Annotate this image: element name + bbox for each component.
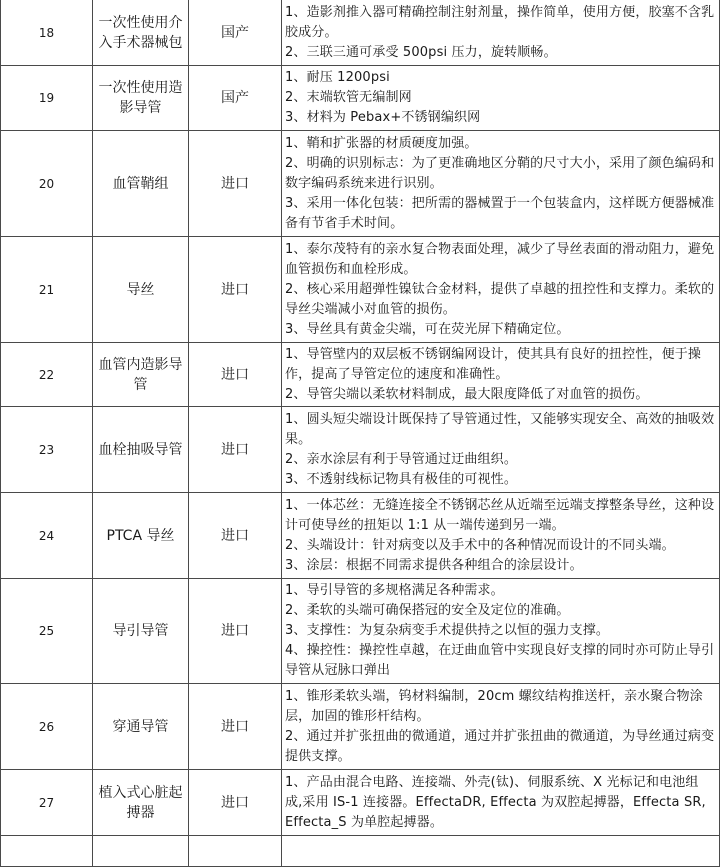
product-features <box>282 579 720 684</box>
row-number: 24 <box>1 493 93 579</box>
product-features <box>282 493 720 579</box>
table-row <box>1 131 720 237</box>
product-origin: 进口 <box>189 407 282 493</box>
feature-line: 4、操控性：操控性卓越，在迂曲血管中实现良好支撑的同时亦可防止导引导管从冠脉口弹出 <box>285 643 715 678</box>
product-features <box>282 131 720 237</box>
product-name: 血管鞘组 <box>93 131 189 237</box>
feature-line: 1、泰尔茂特有的亲水复合物表面处理，减少了导丝表面的滑动阻力，避免血管损伤和血栓形成。 <box>285 241 715 277</box>
empty-cell <box>93 836 189 867</box>
empty-cell <box>189 836 282 867</box>
feature-line: 1、造影剂推入器可精确控制注射剂量，操作简单，使用方便，胶塞不含乳胶成分。 <box>285 4 715 40</box>
product-features <box>282 66 720 131</box>
product-origin: 进口 <box>189 579 282 684</box>
feature-line: 2、末端软管无编制网 <box>285 90 412 105</box>
table-row-partial <box>1 836 720 867</box>
row-number: 27 <box>1 770 93 836</box>
product-name: 导丝 <box>93 237 189 343</box>
feature-line: 3、采用一体化包装：把所需的器械置于一个包装盒内，这样既方便器械准备有节省手术时间。 <box>285 195 715 231</box>
feature-line: 1、导引导管的多规格满足各种需求。 <box>285 583 504 598</box>
table-row <box>1 684 720 770</box>
product-name: PTCA 导丝 <box>93 493 189 579</box>
table-row <box>1 770 720 836</box>
empty-cell <box>1 836 93 867</box>
row-number: 20 <box>1 131 93 237</box>
feature-line: 3、不透射线标记物具有极佳的可视性。 <box>285 471 517 487</box>
table-row <box>1 493 720 579</box>
table-row <box>1 0 720 66</box>
table-row <box>1 343 720 407</box>
feature-line: 1、导管壁内的双层板不锈钢编网设计，使其具有良好的扭控性，便于操作，提高了导管定位的速度和准确性。 <box>285 346 702 382</box>
product-origin: 进口 <box>189 493 282 579</box>
table-row <box>1 237 720 343</box>
feature-line: 2、头端设计：针对病变以及手术中的各种情况而设计的不同头端。 <box>285 537 675 553</box>
feature-line: 1、鞘和扩张器的材质硬度加强。 <box>285 135 478 151</box>
product-origin: 国产 <box>189 0 282 66</box>
row-number: 18 <box>1 0 93 66</box>
feature-line: 1、一体芯丝：无缝连接全不锈钢芯丝从近端至远端支撑整条导丝，这种设计可使导丝的扭矩以 1:1 从一端传递到另一端。 <box>285 497 715 533</box>
feature-line: 3、支撑性：为复杂病变手术提供持之以恒的强力支撑。 <box>285 623 610 638</box>
feature-line: 2、核心采用超弹性镍钛合金材料，提供了卓越的扭控性和支撑力。柔软的导丝尖端减小对血管的损伤。 <box>285 281 715 317</box>
row-number: 25 <box>1 579 93 684</box>
product-origin: 进口 <box>189 684 282 770</box>
product-features <box>282 343 720 407</box>
product-origin: 进口 <box>189 131 282 237</box>
feature-line: 2、通过并扩张扭曲的微通道，通过并扩张扭曲的微通道，为导丝通过病变提供支撑。 <box>285 728 715 764</box>
table-row <box>1 66 720 131</box>
feature-line: 1、产品由混合电路、连接端、外壳(钛)、伺服系统、X 光标记和电池组成,采用 IS-1 连接器。EffectaDR, Effecta 为双腔起搏器，Effecta SR, Effecta_S 为单腔起搏器。 <box>285 774 706 830</box>
product-features <box>282 770 720 836</box>
product-features <box>282 684 720 770</box>
feature-line: 2、柔软的头端可确保搭冠的安全及定位的准确。 <box>285 603 570 618</box>
feature-line: 1、圆头短尖端设计既保持了导管通过性，又能够实现安全、高效的抽吸效果。 <box>285 411 715 447</box>
feature-line: 3、材料为 Pebax+不锈钢编织网 <box>285 110 481 125</box>
product-origin: 进口 <box>189 237 282 343</box>
product-name: 一次性使用造影导管 <box>93 66 189 131</box>
table-row <box>1 579 720 684</box>
row-number: 22 <box>1 343 93 407</box>
feature-line: 2、明确的识别标志：为了更准确地区分鞘的尺寸大小，采用了颜色编码和数字编码系统来进行识别。 <box>285 155 715 191</box>
feature-line: 2、导管尖端以柔软材料制成，最大限度降低了对血管的损伤。 <box>285 386 649 402</box>
feature-line: 2、亲水涂层有利于导管通过迂曲组织。 <box>285 451 517 467</box>
row-number: 19 <box>1 66 93 131</box>
product-name: 导引导管 <box>93 579 189 684</box>
product-features <box>282 407 720 493</box>
feature-line: 3、涂层：根据不同需求提供各种组合的涂层设计。 <box>285 557 583 573</box>
product-name: 血栓抽吸导管 <box>93 407 189 493</box>
feature-line: 1、锥形柔软头端，钨材料编制，20cm 螺纹结构推送杆，亲水聚合物涂层，加固的锥形杆结构。 <box>285 688 703 724</box>
product-name: 穿通导管 <box>93 684 189 770</box>
product-origin: 进口 <box>189 770 282 836</box>
product-features <box>282 0 720 66</box>
row-number: 26 <box>1 684 93 770</box>
feature-line: 3、导丝具有黄金尖端，可在荧光屏下精确定位。 <box>285 321 570 337</box>
product-origin: 国产 <box>189 66 282 131</box>
product-features <box>282 237 720 343</box>
row-number: 21 <box>1 237 93 343</box>
table-row <box>1 407 720 493</box>
product-name: 植入式心脏起搏器 <box>93 770 189 836</box>
product-name: 血管内造影导管 <box>93 343 189 407</box>
feature-line: 2、三联三通可承受 500psi 压力，旋转顺畅。 <box>285 44 557 60</box>
product-origin: 进口 <box>189 343 282 407</box>
product-name: 一次性使用介入手术器械包 <box>93 0 189 66</box>
feature-line: 1、耐压 1200psi <box>285 70 390 85</box>
empty-cell <box>282 836 720 867</box>
row-number: 23 <box>1 407 93 493</box>
